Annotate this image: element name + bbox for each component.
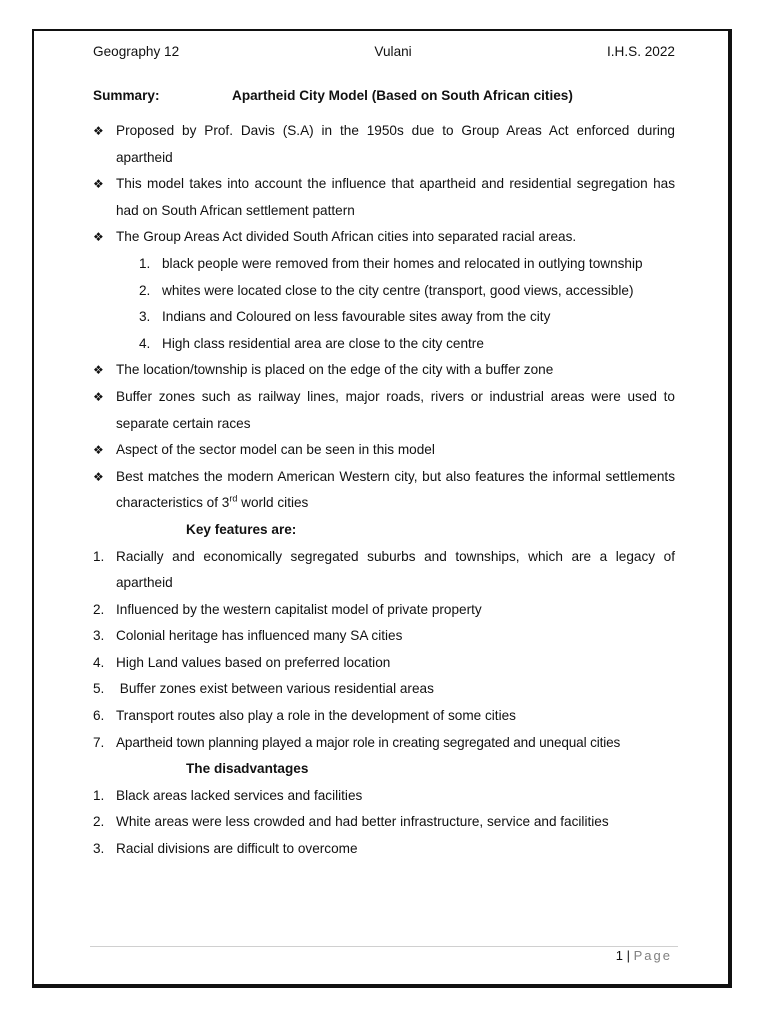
list-item: 7. Apartheid town planning played a major role in creating segregated and unequal cities xyxy=(93,730,675,757)
header-author: Vulani xyxy=(374,44,412,59)
page-number: 1 xyxy=(615,948,623,963)
diamond-bullet-icon: ❖ xyxy=(93,124,104,138)
key-features-heading: Key features are: xyxy=(186,521,297,537)
group-areas-list xyxy=(93,251,675,357)
page-header xyxy=(93,42,675,66)
disadvantages-heading: The disadvantages xyxy=(186,761,309,777)
summary-label: Summary: xyxy=(93,88,160,103)
list-number: 2. xyxy=(93,601,105,617)
list-item: 6. Transport routes also play a role in the development of some cities xyxy=(93,703,675,730)
list-item: 4. High class residential area are close to the city centre xyxy=(139,331,675,358)
list-item: ❖ The location/township is placed on the edge of the city with a buffer zone xyxy=(93,357,675,384)
footer-separator: | xyxy=(626,948,630,963)
list-item: 3. Racial divisions are difficult to overcome xyxy=(93,836,675,863)
list-number: 4. xyxy=(139,335,151,351)
list-number: 1. xyxy=(93,787,105,803)
document-body xyxy=(93,42,675,863)
list-item: 2. White areas were less crowded and had better infrastructure, service and facilities xyxy=(93,809,675,836)
page-word: Page xyxy=(633,948,672,963)
list-item: ❖ This model takes into account the influence that apartheid and residential segregation has had on South African settlement pattern xyxy=(93,171,675,224)
list-number: 3. xyxy=(93,841,105,857)
list-item: 1. Black areas lacked services and facilities xyxy=(93,783,675,810)
list-number: 7. xyxy=(93,734,105,750)
list-number: 5. xyxy=(93,681,105,697)
diamond-bullet-icon: ❖ xyxy=(93,177,104,192)
list-number: 2. xyxy=(93,814,105,830)
list-item: 2. whites were located close to the city centre (transport, good views, accessible) xyxy=(139,278,675,305)
list-item: ❖ Aspect of the sector model can be seen in this model xyxy=(93,437,675,464)
key-features-list xyxy=(93,544,675,757)
page-footer xyxy=(616,946,672,966)
footer-divider xyxy=(90,946,678,947)
disadvantages-list xyxy=(93,783,675,863)
list-number: 2. xyxy=(139,282,151,298)
header-subject: Geography 12 xyxy=(93,44,180,59)
list-item: 1. black people were removed from their homes and relocated in outlying township xyxy=(139,251,675,278)
summary-title: Apartheid City Model (Based on South African cities) xyxy=(232,88,573,103)
list-item: 3. Indians and Coloured on less favourable sites away from the city xyxy=(139,304,675,331)
diamond-bullet-icon: ❖ xyxy=(93,443,104,458)
list-item: ❖ Best matches the modern American Western city, but also features the informal settlements characteristics of 3rd world cities xyxy=(93,464,675,517)
list-number: 3. xyxy=(93,628,105,644)
diamond-bullet-icon: ❖ xyxy=(93,469,104,484)
header-school-year: I.H.S. 2022 xyxy=(606,44,675,59)
list-item: 1. Racially and economically segregated suburbs and townships, which are a legacy of apartheid xyxy=(93,544,675,597)
diamond-bullet-icon: ❖ xyxy=(93,389,104,404)
list-number: 3. xyxy=(139,309,151,325)
summary-title-row xyxy=(93,86,675,106)
list-item: ❖ The Group Areas Act divided South African cities into separated racial areas. xyxy=(93,224,675,251)
list-item: 5. Buffer zones exist between various residential areas xyxy=(93,676,675,703)
list-item: 3. Colonial heritage has influenced many SA cities xyxy=(93,623,675,650)
list-item: ❖ Buffer zones such as railway lines, major roads, rivers or industrial areas were used to separate certain races xyxy=(93,384,675,437)
list-number: 1. xyxy=(139,255,151,271)
list-item: 2. Influenced by the western capitalist model of private property xyxy=(93,597,675,624)
diamond-bullet-icon: ❖ xyxy=(93,363,104,378)
list-item: ❖ Proposed by Prof. Davis (S.A) in the 1950s due to Group Areas Act enforced during apartheid xyxy=(93,118,675,171)
list-item: 4. High Land values based on preferred location xyxy=(93,650,675,677)
list-number: 1. xyxy=(93,548,105,564)
list-number: 4. xyxy=(93,654,105,670)
list-number: 6. xyxy=(93,708,105,724)
diamond-bullet-icon: ❖ xyxy=(93,230,104,245)
